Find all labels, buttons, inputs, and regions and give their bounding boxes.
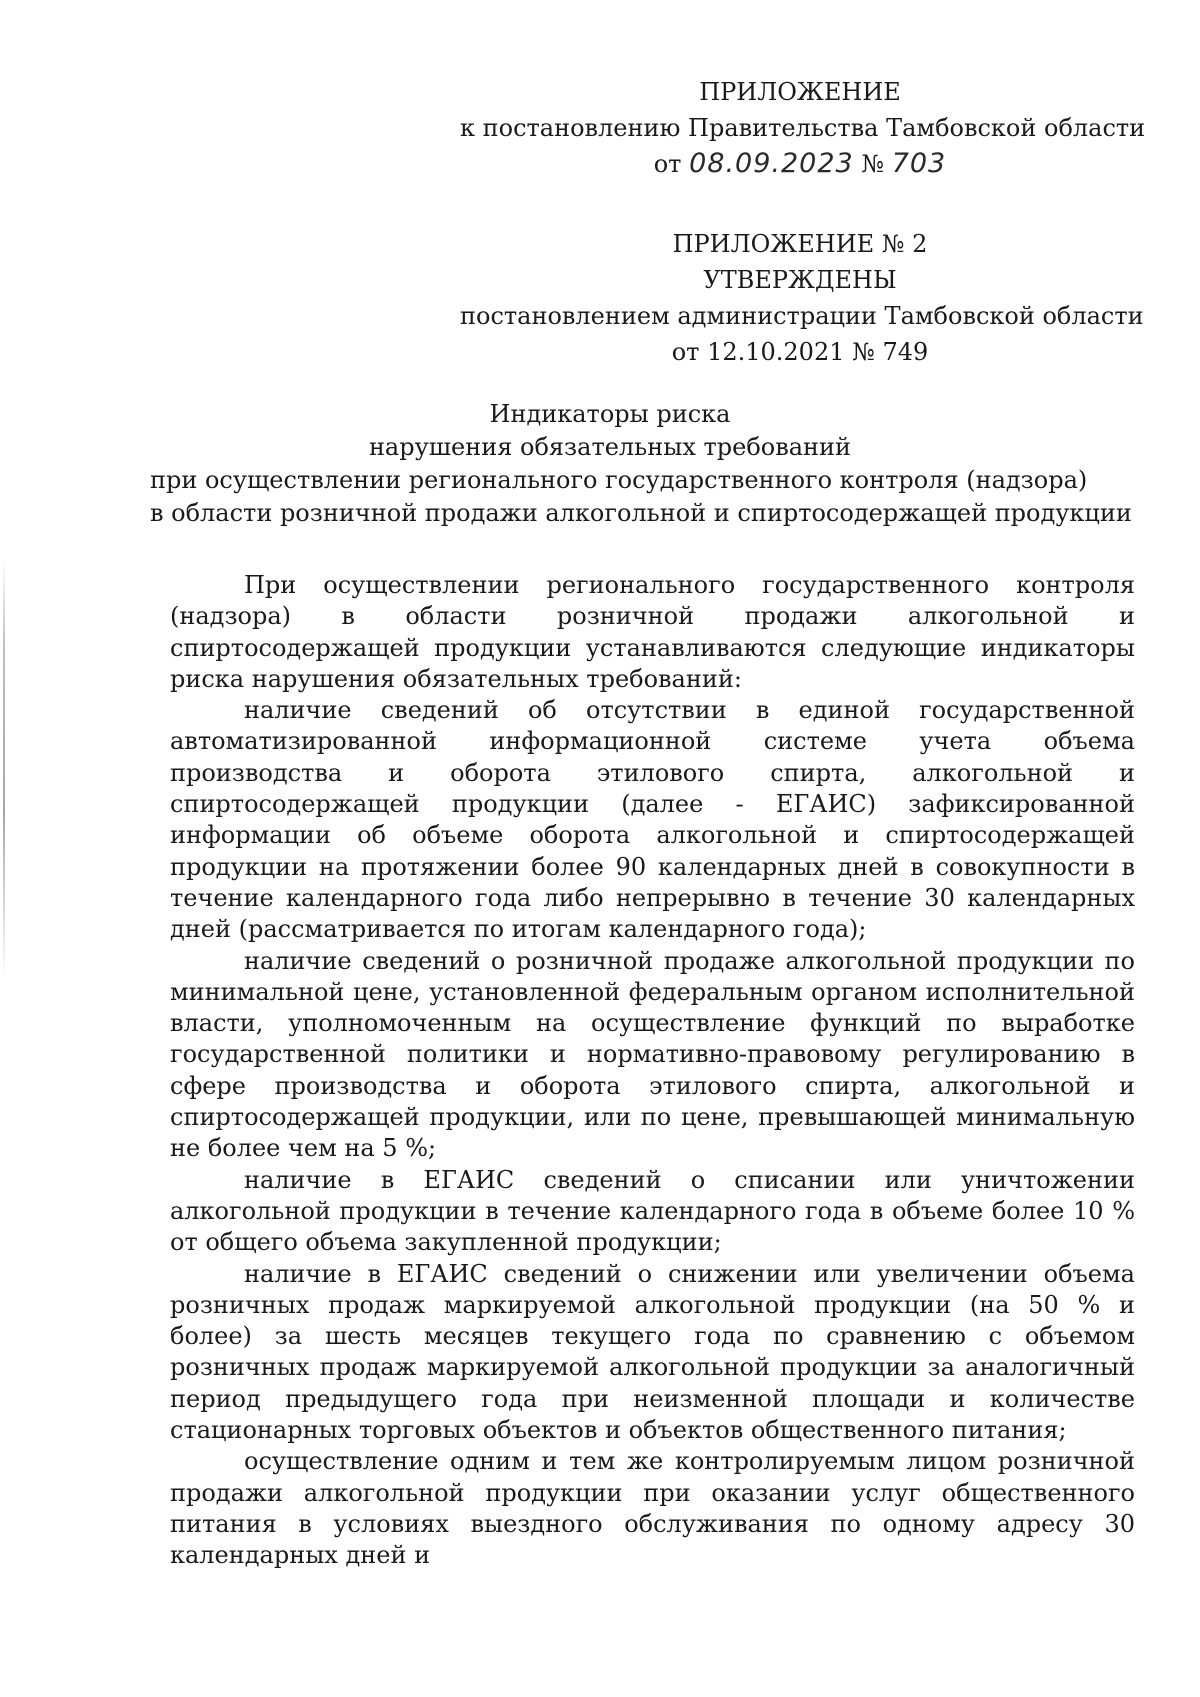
title-line: при осуществлении регионального государственного контроля (надзора) (150, 466, 1088, 494)
body-paragraph: наличие в ЕГАИС сведений о снижении или увеличении объема розничных продаж маркируемой алкогольной продукции (на 50 % и более) за шесть месяцев текущего года по сравнению с объемом розничных продаж маркируемой алкогольной продукции за аналогичный период предыдущего года при неизменной площади и количестве стационарных торговых объектов и объектов общественного питания; (170, 1259, 1135, 1445)
title-line: в области розничной продажи алкогольной и спиртосодержащей продукции (150, 499, 1132, 527)
appendix-2-header (460, 226, 1144, 370)
approved-label: УТВЕРЖДЕНЫ (703, 266, 897, 294)
title-line: нарушения обязательных требований (368, 433, 852, 461)
appendix-2-title: ПРИЛОЖЕНИЕ № 2 (672, 230, 928, 258)
handwritten-number: 703 (891, 148, 947, 179)
body-paragraph: наличие сведений о розничной продаже алкогольной продукции по минимальной цене, установленной федеральным органом исполнительной власти, уполномоченным на осуществление функций по выработке государственной политики и нормативно-правовому регулированию в сфере производства и оборота этилового спирта, алкогольной и спиртосодержащей продукции, или по цене, превышающей минимальную не более чем на 5 %; (170, 946, 1135, 1163)
title-line: Индикаторы риска (489, 400, 731, 428)
date-prefix: от (653, 150, 682, 178)
appendix-subtitle: к постановлению Правительства Тамбовской области (460, 114, 1146, 142)
approved-by: постановлением администрации Тамбовской области (460, 302, 1144, 330)
appendix-title: ПРИЛОЖЕНИЕ (699, 78, 901, 106)
approved-date-line: от 12.10.2021 № 749 (671, 338, 929, 366)
document-body (170, 570, 1135, 1572)
body-paragraph: наличие в ЕГАИС сведений о списании или уничтожении алкогольной продукции в течение календарного года в объеме более 10 % от общего объема закупленной продукции; (170, 1165, 1135, 1257)
handwritten-date: 08.09.2023 (689, 148, 854, 179)
body-paragraph: наличие сведений об отсутствии в единой государственной автоматизированной информационной системе учета объема производства и оборота этилового спирта, алкогольной и спиртосодержащей продукции (далее - ЕГАИС) зафиксированной информации об объеме оборота алкогольной и спиртосодержащей продукции на протяжении более 90 календарных дней в совокупности в течение календарного года либо непрерывно в течение 30 календарных дней (рассматривается по итогам календарного года); (170, 696, 1135, 944)
body-paragraph: осуществление одним и тем же контролируемым лицом розничной продажи алкогольной продукции при оказании услуг общественного питания в условиях выездного обслуживания по одному адресу 30 календарных дней и (170, 1447, 1135, 1570)
appendix-date-line (460, 146, 1140, 182)
body-paragraph: При осуществлении регионального государственного контроля (надзора) в области розничной продажи алкогольной и спиртосодержащей продукции устанавливаются следующие индикаторы риска нарушения обязательных требований: (170, 571, 1135, 693)
number-sign: № (861, 150, 885, 178)
scan-edge-artifact (3, 560, 5, 980)
document-title (150, 398, 1132, 530)
appendix-header (460, 74, 1146, 182)
